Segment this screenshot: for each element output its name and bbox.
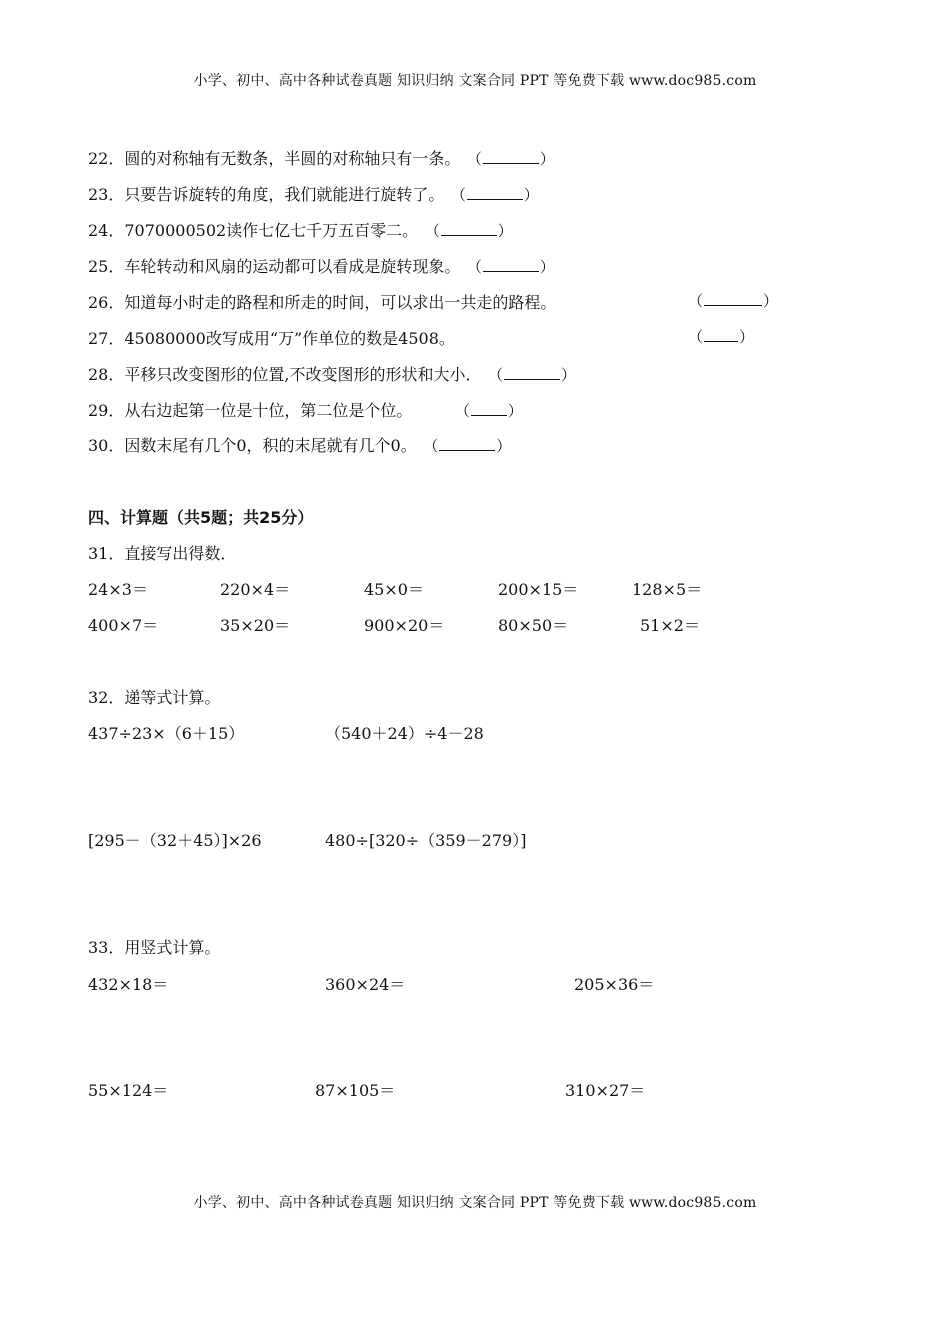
answer-blank[interactable] <box>504 365 560 380</box>
answer-paren-close: ） <box>539 150 555 168</box>
question-28 <box>88 362 576 385</box>
question-23 <box>88 182 539 205</box>
answer-paren-close: ） <box>560 366 576 384</box>
q31-item: 900×20＝ <box>364 616 445 635</box>
answer-paren-close: ） <box>763 292 779 310</box>
answer-paren-open: （ <box>495 366 503 384</box>
q31-item: 45×0＝ <box>364 580 424 599</box>
answer-paren-open: （ <box>474 258 482 276</box>
question-24 <box>88 218 513 241</box>
question-number: 22． <box>88 149 125 168</box>
q33-item: 205×36＝ <box>574 975 655 994</box>
answer-blank[interactable] <box>704 291 762 306</box>
answer-slot-26 <box>688 290 778 311</box>
question-text: 知道每小时走的路程和所走的时间，可以求出一共走的路程。 <box>124 293 557 312</box>
section-title: 四、计算题（共5题；共25分） <box>88 508 314 527</box>
question-number: 23． <box>88 185 125 204</box>
answer-blank[interactable] <box>439 436 495 451</box>
question-22 <box>88 146 555 169</box>
q31-item: 80×50＝ <box>498 616 569 635</box>
q31-item: 35×20＝ <box>220 616 291 635</box>
q31-item: 200×15＝ <box>498 580 579 599</box>
answer-paren-close: ） <box>539 258 555 276</box>
answer-blank[interactable] <box>483 149 539 164</box>
q32-expression: 437÷23×（6＋15） <box>88 724 245 743</box>
q31-item: 128×5＝ <box>632 580 703 599</box>
answer-slot-27 <box>688 326 754 347</box>
question-text: 车轮转动和风扇的运动都可以看成是旋转现象。 <box>124 257 461 276</box>
question-text: 从右边起第一位是十位，第二位是个位。 <box>124 401 413 420</box>
question-number: 30． <box>88 436 125 455</box>
answer-paren-close: ） <box>507 402 523 420</box>
answer-paren-close: ） <box>523 186 539 204</box>
answer-paren-close: ） <box>496 437 512 455</box>
q31-item: 400×7＝ <box>88 616 159 635</box>
answer-paren-open: （ <box>688 328 704 346</box>
q33-item: 310×27＝ <box>565 1081 646 1100</box>
answer-paren-open: （ <box>458 186 466 204</box>
question-26 <box>88 290 556 313</box>
page-footer: 小学、初中、高中各种试卷真题 知识归纳 文案合同 PPT 等免费下载 www.doc985.com <box>193 1195 757 1211</box>
page-header: 小学、初中、高中各种试卷真题 知识归纳 文案合同 PPT 等免费下载 www.doc985.com <box>193 73 757 89</box>
question-number: 29． <box>88 401 125 420</box>
q31-prompt: 31．直接写出得数． <box>88 544 237 563</box>
answer-paren-open: （ <box>462 402 470 420</box>
question-25 <box>88 254 555 277</box>
question-29 <box>88 398 523 421</box>
answer-blank[interactable] <box>441 221 497 236</box>
q33-item: 360×24＝ <box>325 975 406 994</box>
answer-paren-open: （ <box>474 150 482 168</box>
answer-paren-close: ） <box>739 328 755 346</box>
question-text: 只要告诉旋转的角度，我们就能进行旋转了。 <box>124 185 445 204</box>
question-text: 因数末尾有几个0，积的末尾就有几个0。 <box>124 436 417 455</box>
answer-blank[interactable] <box>471 401 507 416</box>
q33-prompt: 33．用竖式计算。 <box>88 938 221 957</box>
q33-item: 432×18＝ <box>88 975 169 994</box>
q32-expression: [295－（32＋45）]×26 <box>88 831 262 850</box>
question-number: 25． <box>88 257 125 276</box>
question-text: 45080000改写成用“万”作单位的数是4508。 <box>124 329 455 348</box>
question-number: 27． <box>88 329 125 348</box>
answer-paren-close: ） <box>497 222 513 240</box>
answer-blank[interactable] <box>704 327 738 342</box>
answer-blank[interactable] <box>483 257 539 272</box>
q32-prompt: 32．递等式计算。 <box>88 688 221 707</box>
answer-paren-open: （ <box>432 222 440 240</box>
answer-blank[interactable] <box>467 185 523 200</box>
q33-item: 55×124＝ <box>88 1081 169 1100</box>
q32-expression: 480÷[320÷（359－279）] <box>325 831 527 850</box>
question-number: 26． <box>88 293 125 312</box>
q32-expression: （540＋24）÷4－28 <box>325 724 484 743</box>
q31-item: 51×2＝ <box>640 616 700 635</box>
question-number: 24． <box>88 221 125 240</box>
q31-item: 220×4＝ <box>220 580 291 599</box>
answer-paren-open: （ <box>430 437 439 455</box>
question-27 <box>88 326 455 349</box>
answer-paren-open: （ <box>688 292 704 310</box>
question-text: 圆的对称轴有无数条，半圆的对称轴只有一条。 <box>124 149 461 168</box>
q33-item: 87×105＝ <box>315 1081 396 1100</box>
q31-item: 24×3＝ <box>88 580 148 599</box>
question-number: 28． <box>88 365 125 384</box>
question-30 <box>88 433 511 456</box>
question-text: 7070000502读作七亿七千万五百零二。 <box>124 221 419 240</box>
question-text: 平移只改变图形的位置,不改变图形的形状和大小． <box>124 365 482 384</box>
